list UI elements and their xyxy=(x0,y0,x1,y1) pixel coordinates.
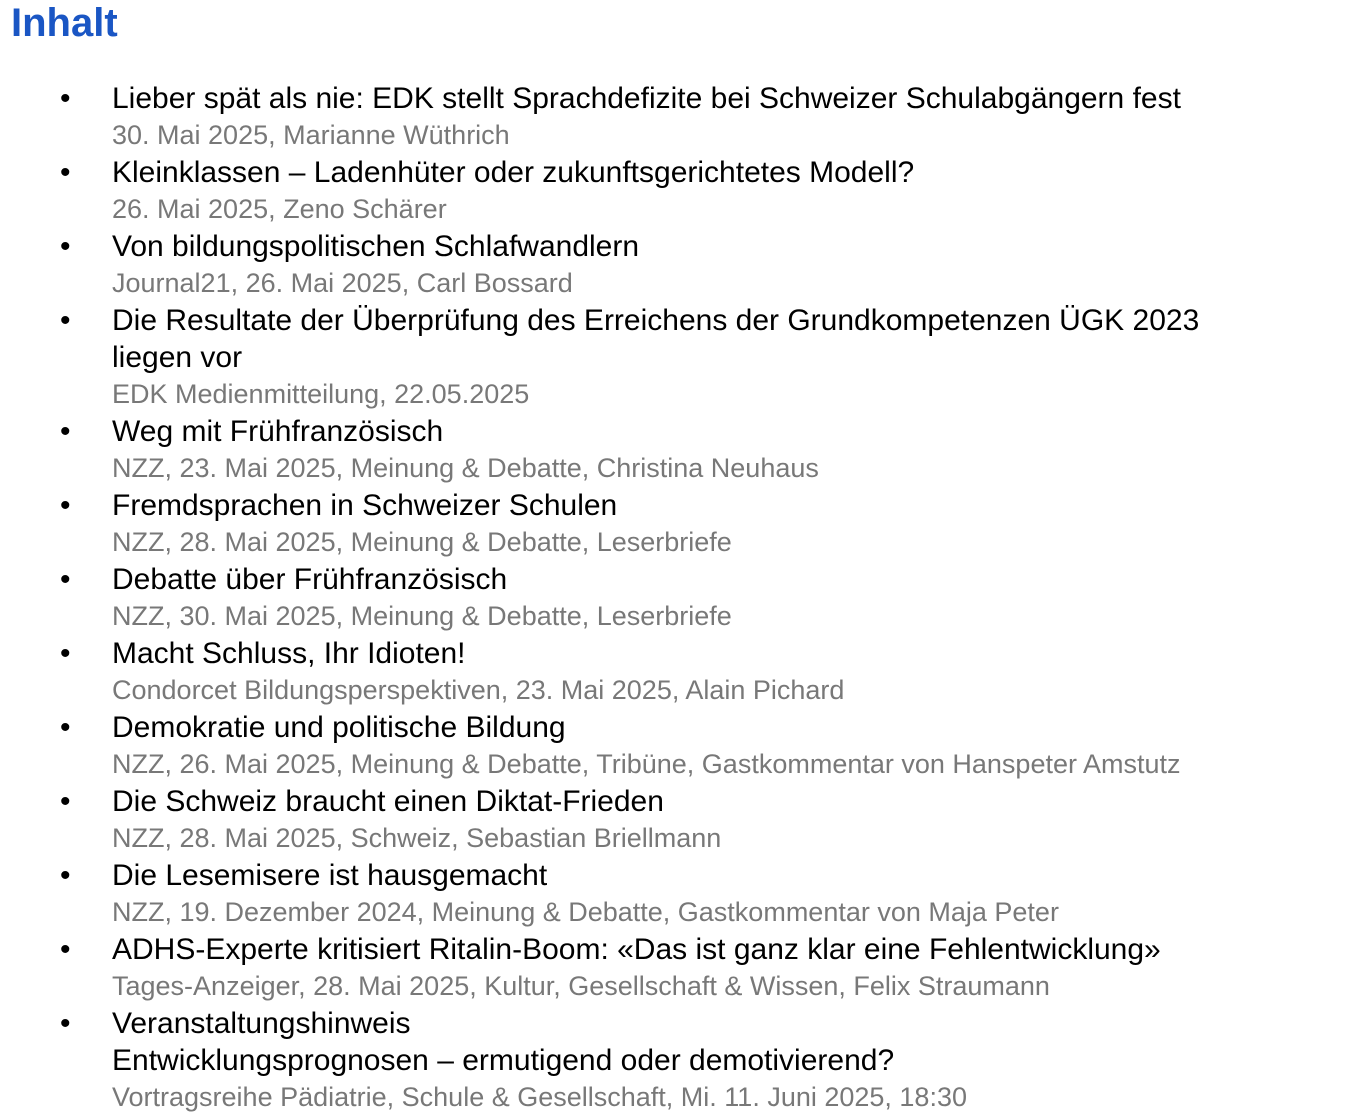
article-source-meta: Condorcet Bildungsperspektiven, 23. Mai 2025, Alain Pichard xyxy=(112,675,845,705)
article-title-link[interactable]: Macht Schluss, Ihr Idioten! xyxy=(112,637,466,670)
bullet-icon: • xyxy=(60,711,71,744)
bullet-icon: • xyxy=(60,1007,71,1040)
article-source-meta: NZZ, 28. Mai 2025, Meinung & Debatte, Leserbriefe xyxy=(112,527,732,557)
article-title-link[interactable]: Von bildungspolitischen Schlafwandlern xyxy=(112,230,640,263)
toc-item xyxy=(0,413,1349,487)
article-source-meta: NZZ, 28. Mai 2025, Schweiz, Sebastian Briellmann xyxy=(112,823,722,853)
article-source-meta: Vortragsreihe Pädiatrie, Schule & Gesellschaft, Mi. 11. Juni 2025, 18:30 xyxy=(112,1082,967,1112)
article-title-link[interactable]: Lieber spät als nie: EDK stellt Sprachdefizite bei Schweizer Schulabgängern fest xyxy=(112,82,1181,115)
article-title-link[interactable]: ADHS-Experte kritisiert Ritalin-Boom: «Das ist ganz klar eine Fehlentwicklung» xyxy=(112,933,1161,966)
bullet-icon: • xyxy=(60,933,71,966)
article-title-link[interactable]: Die Schweiz braucht einen Diktat-Frieden xyxy=(112,785,664,818)
toc-item xyxy=(0,783,1349,857)
article-source-meta: NZZ, 23. Mai 2025, Meinung & Debatte, Christina Neuhaus xyxy=(112,453,819,483)
toc-item xyxy=(0,228,1349,302)
article-title-link[interactable]: Die Resultate der Überprüfung des Erreichens der Grundkompetenzen ÜGK 2023 xyxy=(112,304,1200,337)
bullet-icon: • xyxy=(60,859,71,892)
toc-item xyxy=(0,302,1349,413)
article-title-link[interactable]: Entwicklungsprognosen – ermutigend oder demotivierend? xyxy=(112,1044,895,1077)
article-title-link[interactable]: Weg mit Frühfranzösisch xyxy=(112,415,444,448)
article-title-link[interactable]: Die Lesemisere ist hausgemacht xyxy=(112,859,548,892)
toc-item xyxy=(0,709,1349,783)
toc-item xyxy=(0,487,1349,561)
article-title-link[interactable]: Veranstaltungshinweis xyxy=(112,1007,411,1040)
article-source-meta: NZZ, 26. Mai 2025, Meinung & Debatte, Tribüne, Gastkommentar von Hanspeter Amstutz xyxy=(112,749,1181,779)
article-source-meta: 26. Mai 2025, Zeno Schärer xyxy=(112,194,447,224)
toc-item xyxy=(0,1005,1349,1116)
toc-item xyxy=(0,561,1349,635)
article-title-link[interactable]: liegen vor xyxy=(112,341,243,374)
bullet-icon: • xyxy=(60,304,71,337)
article-source-meta: 30. Mai 2025, Marianne Wüthrich xyxy=(112,120,510,150)
bullet-icon: • xyxy=(60,785,71,818)
toc-item xyxy=(0,635,1349,709)
article-source-meta: EDK Medienmitteilung, 22.05.2025 xyxy=(112,379,530,409)
bullet-icon: • xyxy=(60,489,71,522)
bullet-icon: • xyxy=(60,415,71,448)
toc-item xyxy=(0,931,1349,1005)
bullet-icon: • xyxy=(60,156,71,189)
page-heading: Inhalt xyxy=(11,1,118,45)
bullet-icon: • xyxy=(60,230,71,263)
article-source-meta: Journal21, 26. Mai 2025, Carl Bossard xyxy=(112,268,573,298)
article-title-link[interactable]: Kleinklassen – Ladenhüter oder zukunftsgerichtetes Modell? xyxy=(112,156,915,189)
bullet-icon: • xyxy=(60,637,71,670)
article-title-link[interactable]: Demokratie und politische Bildung xyxy=(112,711,566,744)
bullet-icon: • xyxy=(60,563,71,596)
bullet-icon: • xyxy=(60,82,71,115)
toc-item xyxy=(0,857,1349,931)
table-of-contents xyxy=(0,80,1349,1116)
article-source-meta: Tages-Anzeiger, 28. Mai 2025, Kultur, Gesellschaft & Wissen, Felix Straumann xyxy=(112,971,1050,1001)
article-source-meta: NZZ, 19. Dezember 2024, Meinung & Debatte, Gastkommentar von Maja Peter xyxy=(112,897,1059,927)
toc-item xyxy=(0,154,1349,228)
toc-item xyxy=(0,80,1349,154)
article-title-link[interactable]: Fremdsprachen in Schweizer Schulen xyxy=(112,489,618,522)
article-source-meta: NZZ, 30. Mai 2025, Meinung & Debatte, Leserbriefe xyxy=(112,601,732,631)
article-title-link[interactable]: Debatte über Frühfranzösisch xyxy=(112,563,508,596)
